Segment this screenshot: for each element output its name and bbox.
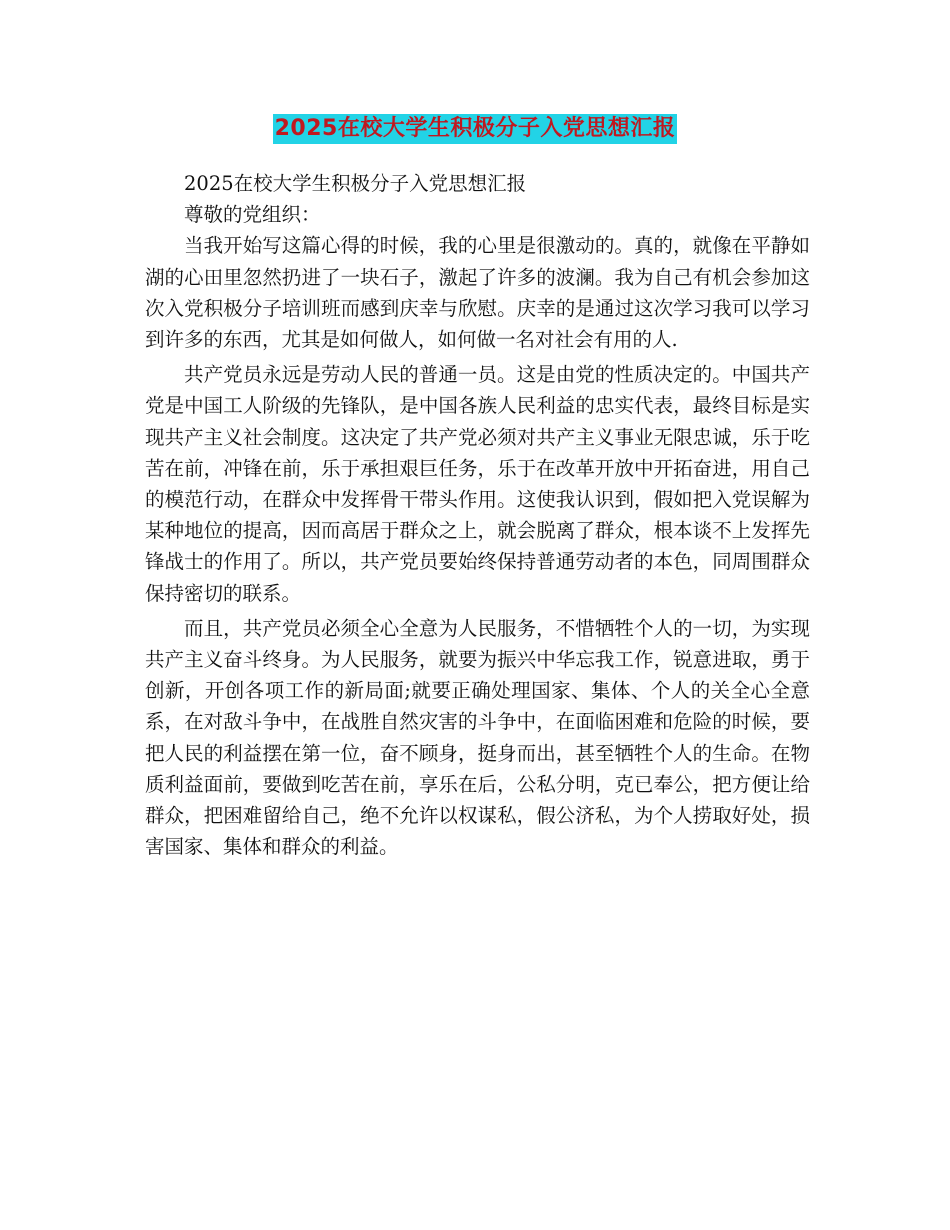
title-container xyxy=(0,114,950,144)
paragraph-party-member-role: 共产党员永远是劳动人民的普通一员。这是由党的性质决定的。中国共产党是中国工人阶级的先锋队，是中国各族人民利益的忠实代表，最终目标是实现共产主义社会制度。这决定了共产党必须对共产主义事业无限忠诚，乐于吃苦在前，冲锋在前，乐于承担艰巨任务，乐于在改革开放中开拓奋进，用自己的模范行动，在群众中发挥骨干带头作用。这使我认识到，假如把入党误解为某种地位的提高，因而高居于群众之上，就会脱离了群众，根本谈不上发挥先锋战士的作用了。所以，共产党员要始终保持普通劳动者的本色，同周围群众保持密切的联系。 xyxy=(145,363,810,605)
paragraph-salutation: 尊敬的党组织： xyxy=(184,203,321,227)
paragraph-subtitle: 2025在校大学生积极分子入党思想汇报 xyxy=(184,172,527,195)
document-title: 2025在校大学生积极分子入党思想汇报 xyxy=(273,114,678,144)
paragraph-intro: 当我开始写这篇心得的时候，我的心里是很激动的。真的，就像在平静如湖的心田里忽然扔进了一块石子，激起了许多的波澜。我为自己有机会参加这次入党积极分子培训班而感到庆幸与欣慰。庆幸的是通过这次学习我可以学习到许多的东西，尤其是如何做人，如何做一名对社会有用的人. xyxy=(145,234,810,352)
document-body xyxy=(145,168,810,862)
paragraph-serve-people: 而且，共产党员必须全心全意为人民服务，不惜牺牲个人的一切，为实现共产主义奋斗终身。为人民服务，就要为振兴中华忘我工作，锐意进取，勇于创新，开创各项工作的新局面;就要正确处理国家、集体、个人的关全心全意系，在对敌斗争中，在战胜自然灾害的斗争中，在面临困难和危险的时候，要把人民的利益摆在第一位，奋不顾身，挺身而出，甚至牺牲个人的生命。在物质利益面前，要做到吃苦在前，享乐在后，公私分明，克已奉公，把方便让给群众，把困难留给自己，绝不允许以权谋私，假公济私，为个人捞取好处，损害国家、集体和群众的利益。 xyxy=(145,616,810,859)
